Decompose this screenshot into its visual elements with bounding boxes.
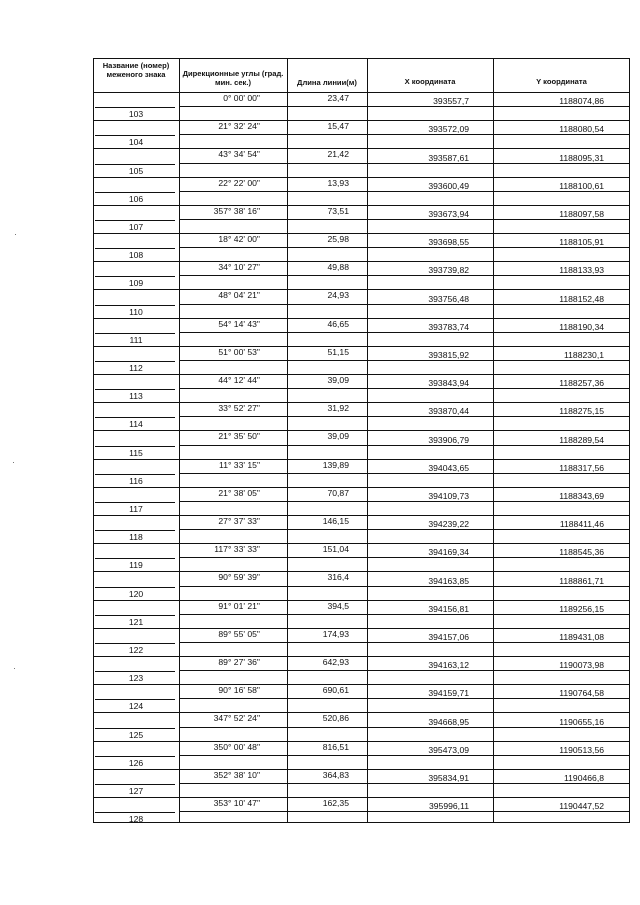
scan-artifact	[13, 462, 14, 463]
point-number: 121	[128, 616, 144, 627]
row-divider	[93, 628, 630, 629]
boundary-points-table	[93, 58, 630, 823]
segment-divider	[179, 388, 630, 389]
directional-angle: 21° 35' 50"	[218, 431, 260, 442]
point-name-underline	[95, 587, 175, 588]
line-length: 15,47	[327, 121, 349, 132]
segment-divider	[179, 304, 630, 305]
point-name-underline	[95, 164, 175, 165]
directional-angle: 89° 55' 05"	[218, 628, 260, 639]
directional-angle: 51° 00' 53"	[218, 346, 260, 357]
point-name-underline	[95, 643, 175, 644]
row-divider	[93, 543, 630, 544]
row-divider	[93, 712, 630, 713]
header-divider	[93, 92, 630, 93]
row-divider	[93, 741, 630, 742]
scan-artifact	[14, 668, 15, 669]
x-coordinate: 393843,94	[428, 378, 469, 389]
point-name-underline	[95, 248, 175, 249]
x-coordinate: 393783,74	[428, 321, 469, 332]
y-coordinate: 1190073,98	[559, 660, 604, 671]
x-coordinate: 394109,73	[428, 490, 469, 501]
directional-angle: 91° 01' 21"	[218, 600, 260, 611]
point-name-underline	[95, 756, 175, 757]
line-length: 151,04	[322, 544, 349, 555]
line-length: 39,09	[327, 431, 349, 442]
point-number: 127	[128, 786, 144, 796]
line-length: 364,83	[322, 769, 349, 780]
segment-divider	[179, 557, 630, 558]
point-name-underline	[95, 615, 175, 616]
line-length: 23,47	[327, 93, 349, 103]
point-number: 109	[128, 278, 144, 289]
directional-angle: 27° 37' 33"	[218, 516, 260, 526]
segment-divider	[179, 586, 630, 587]
row-divider	[93, 289, 630, 290]
directional-angle: 43° 34' 54"	[218, 149, 260, 160]
segment-divider	[179, 755, 630, 756]
segment-divider	[179, 219, 630, 220]
segment-divider	[179, 275, 630, 276]
line-length: 21,42	[327, 149, 349, 160]
directional-angle: 347° 52' 24"	[213, 713, 260, 724]
y-coordinate: 1188317,56	[559, 462, 604, 473]
directional-angle: 21° 38' 05"	[218, 487, 260, 498]
y-coordinate: 1188133,93	[559, 265, 604, 276]
point-name-underline	[95, 135, 175, 136]
row-divider	[93, 374, 630, 375]
x-coordinate: 394163,12	[428, 660, 469, 671]
directional-angle: 44° 12' 44"	[218, 375, 260, 385]
point-name-underline	[95, 305, 175, 306]
line-length: 31,92	[327, 403, 349, 414]
y-coordinate: 1188095,31	[559, 152, 604, 163]
segment-divider	[179, 445, 630, 446]
y-coordinate: 1188190,34	[559, 321, 604, 332]
segment-divider	[179, 529, 630, 530]
point-name-underline	[95, 361, 175, 362]
point-number: 111	[129, 334, 143, 345]
header-x-coordinate: X координата	[404, 77, 456, 86]
point-number: 110	[129, 306, 143, 317]
row-divider	[93, 318, 630, 319]
y-coordinate: 1188257,36	[559, 378, 604, 389]
x-coordinate: 393815,92	[428, 349, 469, 360]
segment-divider	[179, 783, 630, 784]
point-name-underline	[95, 220, 175, 221]
point-number: 113	[129, 391, 143, 402]
point-number: 119	[129, 560, 143, 571]
x-coordinate: 393572,09	[428, 124, 469, 135]
x-coordinate: 395473,09	[428, 744, 469, 755]
point-number: 118	[129, 532, 143, 543]
line-length: 520,86	[322, 713, 349, 724]
x-coordinate: 394159,71	[428, 688, 469, 699]
x-coordinate: 393870,44	[428, 406, 469, 417]
x-coordinate: 394043,65	[428, 462, 469, 473]
point-number: 104	[128, 137, 144, 148]
directional-angle: 90° 16' 58"	[218, 685, 260, 696]
segment-divider	[179, 473, 630, 474]
directional-angle: 0° 00' 00"	[223, 93, 260, 103]
directional-angle: 11° 33' 15"	[219, 459, 260, 470]
row-divider	[93, 797, 630, 798]
segment-divider	[179, 614, 630, 615]
point-number: 107	[128, 222, 144, 232]
x-coordinate: 393906,79	[428, 434, 469, 445]
point-number: 116	[129, 475, 143, 486]
point-name-underline	[95, 474, 175, 475]
y-coordinate: 1188411,46	[559, 519, 604, 530]
x-coordinate: 393557,7	[433, 96, 469, 107]
point-name-underline	[95, 784, 175, 785]
y-coordinate: 1188074,86	[559, 96, 604, 107]
y-coordinate: 1188343,69	[559, 490, 604, 501]
segment-divider	[179, 360, 630, 361]
point-name-underline	[95, 812, 175, 813]
point-number: 112	[129, 363, 143, 373]
directional-angle: 352° 38' 10"	[213, 769, 260, 780]
line-length: 316,4	[327, 572, 349, 583]
row-divider	[93, 430, 630, 431]
point-name-underline	[95, 558, 175, 559]
x-coordinate: 394239,22	[428, 519, 469, 530]
segment-divider	[179, 191, 630, 192]
line-length: 39,09	[327, 375, 349, 385]
line-length: 690,61	[322, 685, 349, 696]
line-length: 25,98	[327, 234, 349, 244]
x-coordinate: 393600,49	[428, 180, 469, 191]
y-coordinate: 1188080,54	[559, 124, 604, 135]
row-divider	[93, 402, 630, 403]
point-number: 126	[128, 757, 144, 768]
row-divider	[93, 487, 630, 488]
point-number: 122	[128, 645, 144, 655]
y-coordinate: 1188105,91	[559, 237, 604, 248]
y-coordinate: 1190764,58	[559, 688, 604, 699]
line-length: 174,93	[322, 628, 349, 639]
row-divider	[93, 656, 630, 657]
y-coordinate: 1189256,15	[559, 603, 604, 614]
directional-angle: 90° 59' 39"	[218, 572, 260, 583]
point-name-underline	[95, 107, 175, 108]
y-coordinate: 1190466,8	[564, 772, 604, 783]
line-length: 46,65	[327, 318, 349, 329]
line-length: 394,5	[327, 600, 349, 611]
segment-divider	[179, 332, 630, 333]
segment-divider	[179, 811, 630, 812]
line-length: 642,93	[322, 657, 349, 667]
line-length: 73,51	[327, 205, 349, 216]
row-divider	[93, 769, 630, 770]
point-number: 105	[128, 165, 144, 176]
y-coordinate: 1188861,71	[559, 575, 604, 586]
point-number: 103	[128, 109, 144, 120]
header-line-length: Длина линии(м)	[297, 78, 357, 87]
point-name-underline	[95, 699, 175, 700]
y-coordinate: 1188289,54	[559, 434, 604, 445]
point-number: 115	[129, 447, 143, 458]
point-name-underline	[95, 389, 175, 390]
y-coordinate: 1188275,15	[559, 406, 604, 417]
y-coordinate: 1188545,36	[559, 547, 604, 558]
row-divider	[93, 459, 630, 460]
line-length: 70,87	[327, 487, 349, 498]
directional-angle: 350° 00' 48"	[213, 741, 260, 752]
point-number: 120	[128, 588, 144, 599]
x-coordinate: 393698,55	[428, 237, 469, 248]
point-number: 108	[128, 250, 144, 261]
x-coordinate: 393739,82	[428, 265, 469, 276]
directional-angle: 34° 10' 27"	[218, 262, 260, 273]
directional-angle: 33° 52' 27"	[218, 403, 260, 414]
x-coordinate: 394156,81	[428, 603, 469, 614]
point-name-underline	[95, 276, 175, 277]
row-divider	[93, 148, 630, 149]
directional-angle: 18° 42' 00"	[218, 234, 260, 244]
row-divider	[93, 120, 630, 121]
point-name-underline	[95, 502, 175, 503]
x-coordinate: 393756,48	[428, 293, 469, 304]
directional-angle: 48° 04' 21"	[218, 290, 260, 301]
directional-angle: 353° 10' 47"	[213, 798, 260, 808]
row-divider	[93, 346, 630, 347]
line-length: 13,93	[327, 177, 349, 188]
segment-divider	[179, 670, 630, 671]
point-number: 117	[129, 504, 143, 514]
directional-angle: 89° 27' 36"	[218, 657, 260, 667]
segment-divider	[179, 134, 630, 135]
y-coordinate: 1190513,56	[559, 744, 604, 755]
row-divider	[93, 177, 630, 178]
directional-angle: 21° 32' 24"	[218, 121, 260, 132]
x-coordinate: 393673,94	[428, 208, 469, 219]
x-coordinate: 395996,11	[429, 801, 469, 812]
point-name-underline	[95, 192, 175, 193]
row-divider	[93, 600, 630, 601]
segment-divider	[179, 247, 630, 248]
y-coordinate: 1190655,16	[559, 716, 604, 727]
point-number: 106	[128, 193, 144, 204]
row-divider	[93, 261, 630, 262]
point-name-underline	[95, 530, 175, 531]
header-y-coordinate: Y координата	[536, 77, 587, 86]
point-number: 128	[128, 814, 144, 825]
point-number: 123	[128, 673, 144, 684]
x-coordinate: 394668,95	[428, 716, 469, 727]
point-name-underline	[95, 333, 175, 334]
x-coordinate: 394169,34	[428, 547, 469, 558]
y-coordinate: 1190447,52	[559, 801, 604, 812]
segment-divider	[179, 642, 630, 643]
x-coordinate: 393587,61	[428, 152, 469, 163]
y-coordinate: 1188152,48	[559, 293, 604, 304]
row-divider	[93, 571, 630, 572]
point-number: 125	[128, 729, 144, 740]
row-divider	[93, 233, 630, 234]
y-coordinate: 1188100,61	[559, 180, 604, 191]
x-coordinate: 394157,06	[428, 631, 469, 642]
line-length: 51,15	[327, 346, 349, 357]
segment-divider	[179, 416, 630, 417]
y-coordinate: 1188230,1	[564, 349, 604, 360]
point-name-underline	[95, 671, 175, 672]
segment-divider	[179, 106, 630, 107]
header-point-name: Название (номер) меженого знака	[102, 61, 170, 79]
line-length: 49,88	[327, 262, 349, 273]
line-length: 146,15	[322, 516, 349, 526]
y-coordinate: 1188097,58	[559, 208, 604, 219]
segment-divider	[179, 163, 630, 164]
point-number: 124	[128, 701, 144, 712]
y-coordinate: 1189431,08	[559, 631, 604, 642]
x-coordinate: 394163,85	[428, 575, 469, 586]
row-divider	[93, 515, 630, 516]
point-name-underline	[95, 728, 175, 729]
x-coordinate: 395834,91	[428, 772, 469, 783]
directional-angle: 357° 38' 16"	[213, 205, 260, 216]
header-directional-angle: Дирекционные углы (град. мин. сек.)	[182, 69, 284, 87]
segment-divider	[179, 727, 630, 728]
directional-angle: 54° 14' 43"	[218, 318, 260, 329]
segment-divider	[179, 698, 630, 699]
row-divider	[93, 684, 630, 685]
scan-artifact	[15, 234, 16, 235]
line-length: 139,89	[322, 459, 349, 470]
row-divider	[93, 205, 630, 206]
line-length: 816,51	[322, 741, 349, 752]
point-name-underline	[95, 417, 175, 418]
line-length: 162,35	[322, 798, 349, 808]
segment-divider	[179, 501, 630, 502]
line-length: 24,93	[327, 290, 349, 301]
point-name-underline	[95, 446, 175, 447]
directional-angle: 22° 22' 00"	[218, 177, 260, 188]
point-number: 114	[129, 419, 143, 430]
directional-angle: 117° 33' 33"	[214, 544, 260, 555]
